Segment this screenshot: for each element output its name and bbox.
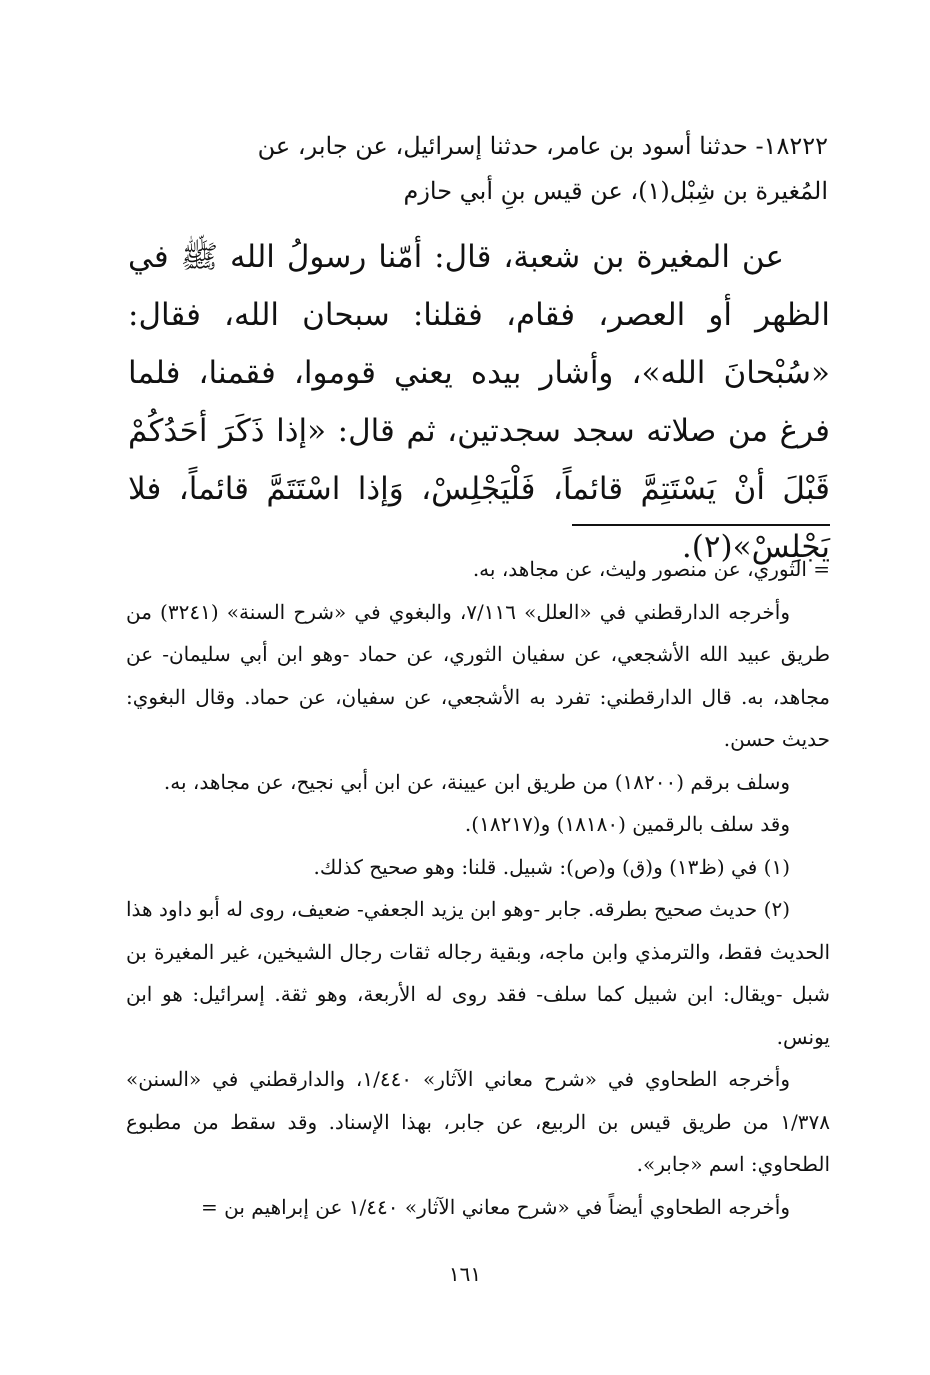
footnote-paragraph: وقد سلف بالرقمين (١٨١٨٠) و(١٨٢١٧). (464, 812, 790, 836)
hadith-header-line-2: المُغيرة بن شِبْل(١)، عن قيس بنِ أبي حازم (403, 177, 828, 205)
hadith-header (128, 124, 828, 214)
footnote-paragraph: وأخرجه الطحاوي في «شرح معاني الآثار» ١/٤٤٠، والدارقطني في «السنن» ١/٣٧٨ من طريق قيس بن الربيع، عن جابر، بهذا الإسناد. وقد سقط من مطبوع الطحاوي: اسم «جابر». (126, 1067, 830, 1176)
footnotes (126, 548, 830, 1228)
footnote-continuation: = الثوري، عن منصور وليث، عن مجاهد، به. (472, 557, 830, 581)
footnote-paragraph: وأخرجه الطحاوي أيضاً في «شرح معاني الآثار» ١/٤٤٠ عن إبراهيم بن = (201, 1194, 790, 1219)
footnote-1: (١) في (ظ١٣) و(ق) و(ص): شبيل. قلنا: وهو صحيح كذلك. (313, 854, 790, 879)
footnote-2: (٢) حديث صحيح بطرقه. جابر -وهو ابن يزيد الجعفي- ضعيف، روى له أبو داود هذا الحديث فقط، والترمذي وابن ماجه، وبقية رجاله ثقات رجال الشيخين، غير المغيرة بن شبل -ويقال: ابن شبيل كما سلف- فقد روى له الأربعة، وهو ثقة. إسرائيل: هو ابن يونس. (126, 897, 830, 1049)
page-number: ١٦١ (448, 1262, 482, 1286)
footnote-paragraph: وأخرجه الدارقطني في «العلل» ٧/١١٦، والبغوي في «شرح السنة» (٣٢٤١) من طريق عبيد الله الأشجعي، عن سفيان الثوري، عن حماد -وهو ابن أبي سليمان- عن مجاهد، به. قال الدارقطني: تفرد به الأشجعي، عن سفيان، عن حماد. وقال البغوي: حديث حسن. (126, 599, 830, 751)
hadith-header-line-1: ١٨٢٢٢- حدثنا أسود بن عامر، حدثنا إسرائيل، عن جابر، عن (257, 132, 828, 160)
footnote-paragraph: وسلف برقم (١٨٢٠٠) من طريق ابن عيينة، عن ابن أبي نجيح، عن مجاهد، به. (163, 769, 790, 794)
footnote-divider (572, 524, 830, 526)
hadith-body-paragraph: عن المغيرة بن شعبة، قال: أمّنا رسولُ الله ﷺ في الظهر أو العصر، فقام، فقلنا: سبحان الله، فقال: «سُبْحانَ الله»، وأشار بيده يعني قوموا، فقمنا، فلما فرغ من صلاته سجد سجدتين، ثم قال: «إذا ذَكَرَ أحَدُكُمْ قَبْلَ أنْ يَسْتَتِمَّ قائماً، فَلْيَجْلِسْ، وَإذا اسْتَتَمَّ قائماً، فلا يَجْلِسْ»(٢). (128, 239, 830, 565)
